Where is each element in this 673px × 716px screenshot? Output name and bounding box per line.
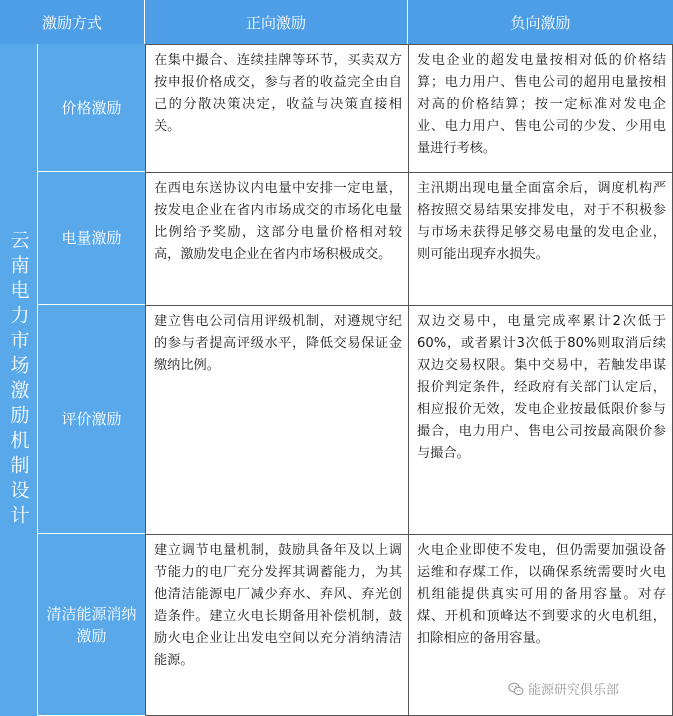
cell-energy-negative: 主汛期出现电量全面富余后，调度机构严格按照交易结果安排发电，对于不积极参与市场未获得足够交易电量的发电企业，则可能出现弃水损失。 (408, 172, 673, 306)
wechat-icon (508, 681, 524, 697)
watermark (508, 679, 619, 698)
watermark-text: 能源研究俱乐部 (528, 683, 620, 698)
cell-clean-energy-negative: 火电企业即使不发电，但仍需要加强设备运维和存煤工作，以确保系统需要时火电机组能提供真实可用的备用容量。对存煤、开机和顶峰达不到要求的火电机组，扣除相应的备用容量。 (408, 534, 673, 716)
section-title-text: 云南电力市场激励机制设计 (7, 230, 30, 530)
row-label-evaluation: 评价激励 (37, 305, 145, 534)
header-incentive-type: 激励方式 (0, 0, 145, 44)
cell-energy-positive: 在西电东送协议内电量中安排一定电量，按发电企业在省内市场成交的市场化电量比例给予奖励，这部分电量价格相对较高，激励发电企业在省内市场积极成交。 (145, 172, 409, 306)
cell-evaluation-positive: 建立售电公司信用评级机制，对遵规守纪的参与者提高评级水平，降低交易保证金缴纳比例。 (145, 305, 409, 535)
row-label-clean-energy: 清洁能源消纳激励 (37, 534, 145, 716)
header-negative-incentive: 负向激励 (408, 0, 673, 44)
cell-clean-energy-positive: 建立调节电量机制，鼓励具备年及以上调节能力的电厂充分发挥其调蓄能力，为其他清洁能源电厂减少弃水、弃风、弃光创造条件。建立火电长期备用补偿机制，鼓励火电企业让出发电空间以充分消纳清洁能源。 (145, 534, 409, 716)
section-title (0, 44, 37, 716)
row-label-energy: 电量激励 (37, 172, 145, 305)
cell-price-negative: 发电企业的超发电量按相对低的价格结算；电力用户、售电公司的超用电量按相对高的价格结算；按一定标准对发电企业、电力用户、售电公司的少发、少用电量进行考核。 (408, 44, 673, 173)
cell-evaluation-negative: 双边交易中，电量完成率累计2次低于60%，或者累计3次低于80%则取消后续双边交易权限。集中交易中，若触发串谋报价判定条件，经政府有关部门认定后，相应报价无效，发电企业按最低限价参与撮合，电力用户、售电公司按最高限价参与撮合。 (408, 305, 673, 535)
cell-price-positive: 在集中撮合、连续挂牌等环节，买卖双方按申报价格成交，参与者的收益完全由自己的分散决策决定，收益与决策直接相关。 (145, 44, 409, 173)
header-positive-incentive: 正向激励 (145, 0, 408, 44)
row-label-price: 价格激励 (37, 44, 145, 172)
